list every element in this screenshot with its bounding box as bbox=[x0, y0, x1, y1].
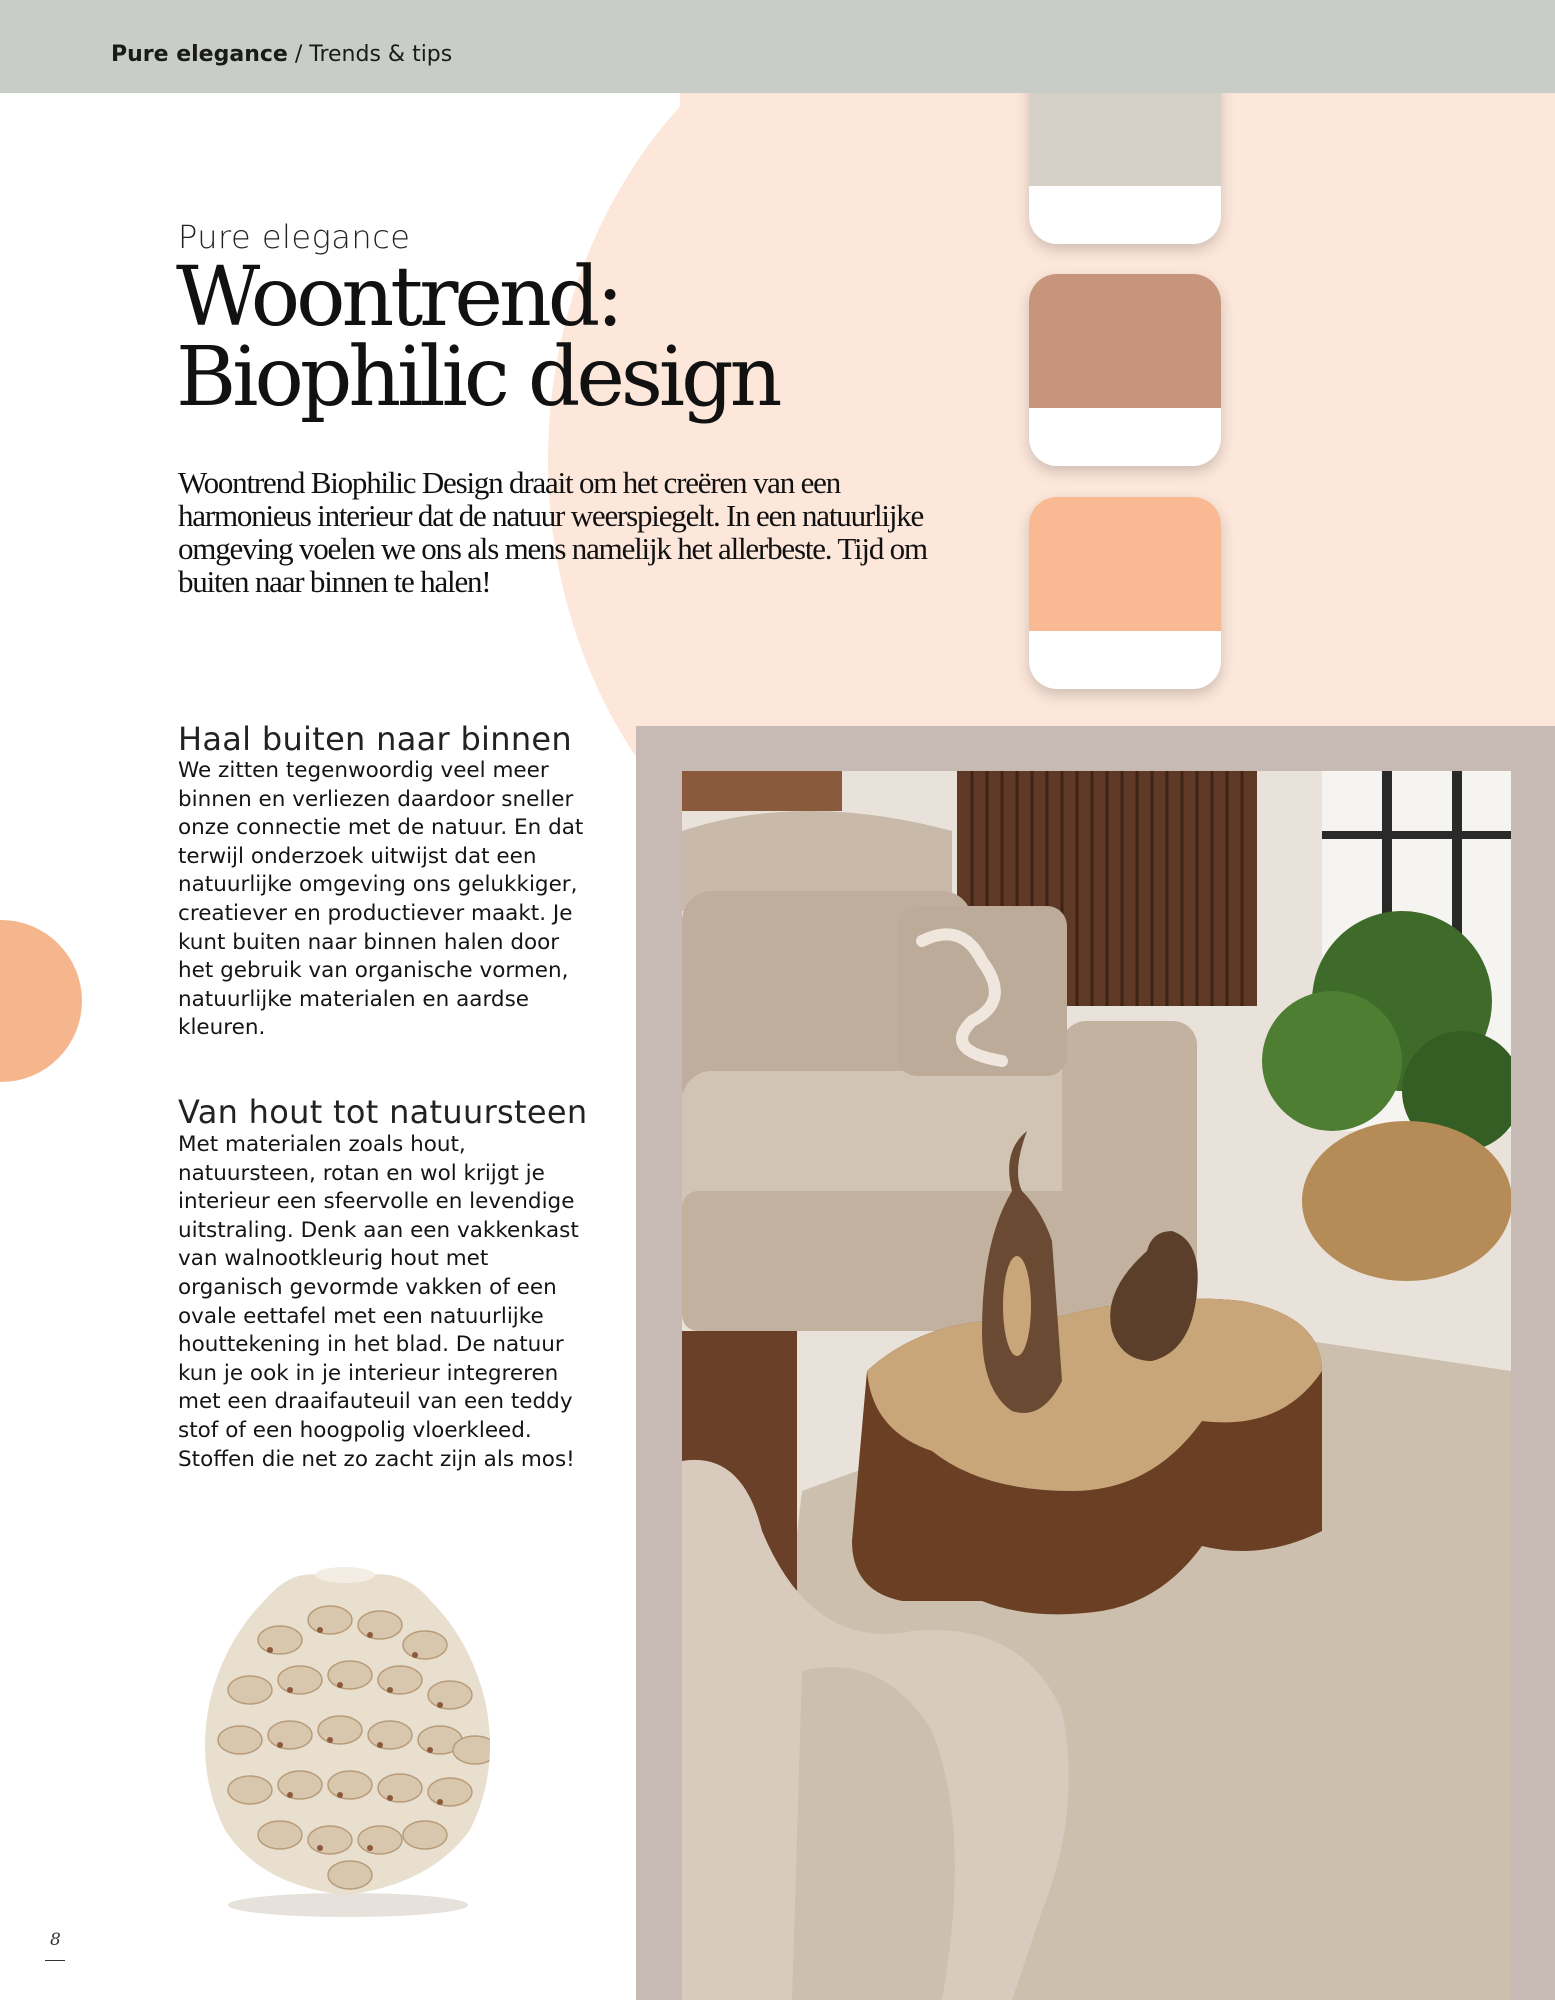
section-body-1: We zitten tegenwoordig veel meer binnen en verliezen daardoor sneller onze connectie met de natuur. En dat terwijl onderzoek uitwijst dat een natuurlijke omgeving ons gelukkiger, creatiever en productiever maakt. Je kunt buiten naar binnen halen door het gebruik van organische vormen, natuurlijke materialen en aardse kleuren. bbox=[178, 758, 584, 1041]
breadcrumb-section: Pure elegance bbox=[111, 42, 288, 67]
article-title-line-1: Woontrend: bbox=[176, 250, 620, 345]
breadcrumb-separator: / bbox=[294, 42, 303, 67]
breadcrumb-subsection: Trends & tips bbox=[309, 42, 453, 67]
color-swatch-2-fill bbox=[1029, 274, 1221, 408]
page-number-rule bbox=[45, 1960, 65, 1961]
section-body-2: Met materialen zoals hout, natuursteen, rotan en wol krijgt je interieur een sfeervolle en levendige uitstraling. Denk aan een vakkenkast van walnootkleurig hout met organisch gevormde vakken of een ovale eettafel met een natuurlijke houttekening in het blad. De natuur kun je ook in je interieur integreren met een draaifauteuil van een teddy stof of een hoogpolig vloerkleed. Stoffen die net zo zacht zijn als mos! bbox=[178, 1132, 579, 1472]
living-room-illustration bbox=[682, 771, 1511, 2000]
color-swatch-3 bbox=[1029, 497, 1221, 689]
article-title-line-2: Biophilic design bbox=[176, 330, 779, 425]
article-kicker: Pure elegance bbox=[178, 218, 411, 256]
top-bar bbox=[0, 0, 1555, 93]
decorative-orange-dot bbox=[0, 920, 82, 1082]
article-title bbox=[176, 250, 779, 425]
section-heading-2: Van hout tot natuursteen bbox=[178, 1093, 588, 1131]
section-heading-1: Haal buiten naar binnen bbox=[178, 720, 572, 758]
shell-vase-illustration bbox=[170, 1530, 550, 1930]
page-number: 8 bbox=[50, 1930, 61, 1950]
article-lead: Woontrend Biophilic Design draait om het creëren van een harmonieus interieur dat de natuur weerspiegelt. In een natuurlijke omgeving voelen we ons als mens namelijk het allerbeste. Tijd om buiten naar binnen te halen! bbox=[178, 465, 927, 599]
breadcrumb bbox=[111, 42, 452, 67]
living-room-photo bbox=[682, 771, 1511, 2000]
color-swatch-3-fill bbox=[1029, 497, 1221, 631]
color-swatch-2 bbox=[1029, 274, 1221, 466]
